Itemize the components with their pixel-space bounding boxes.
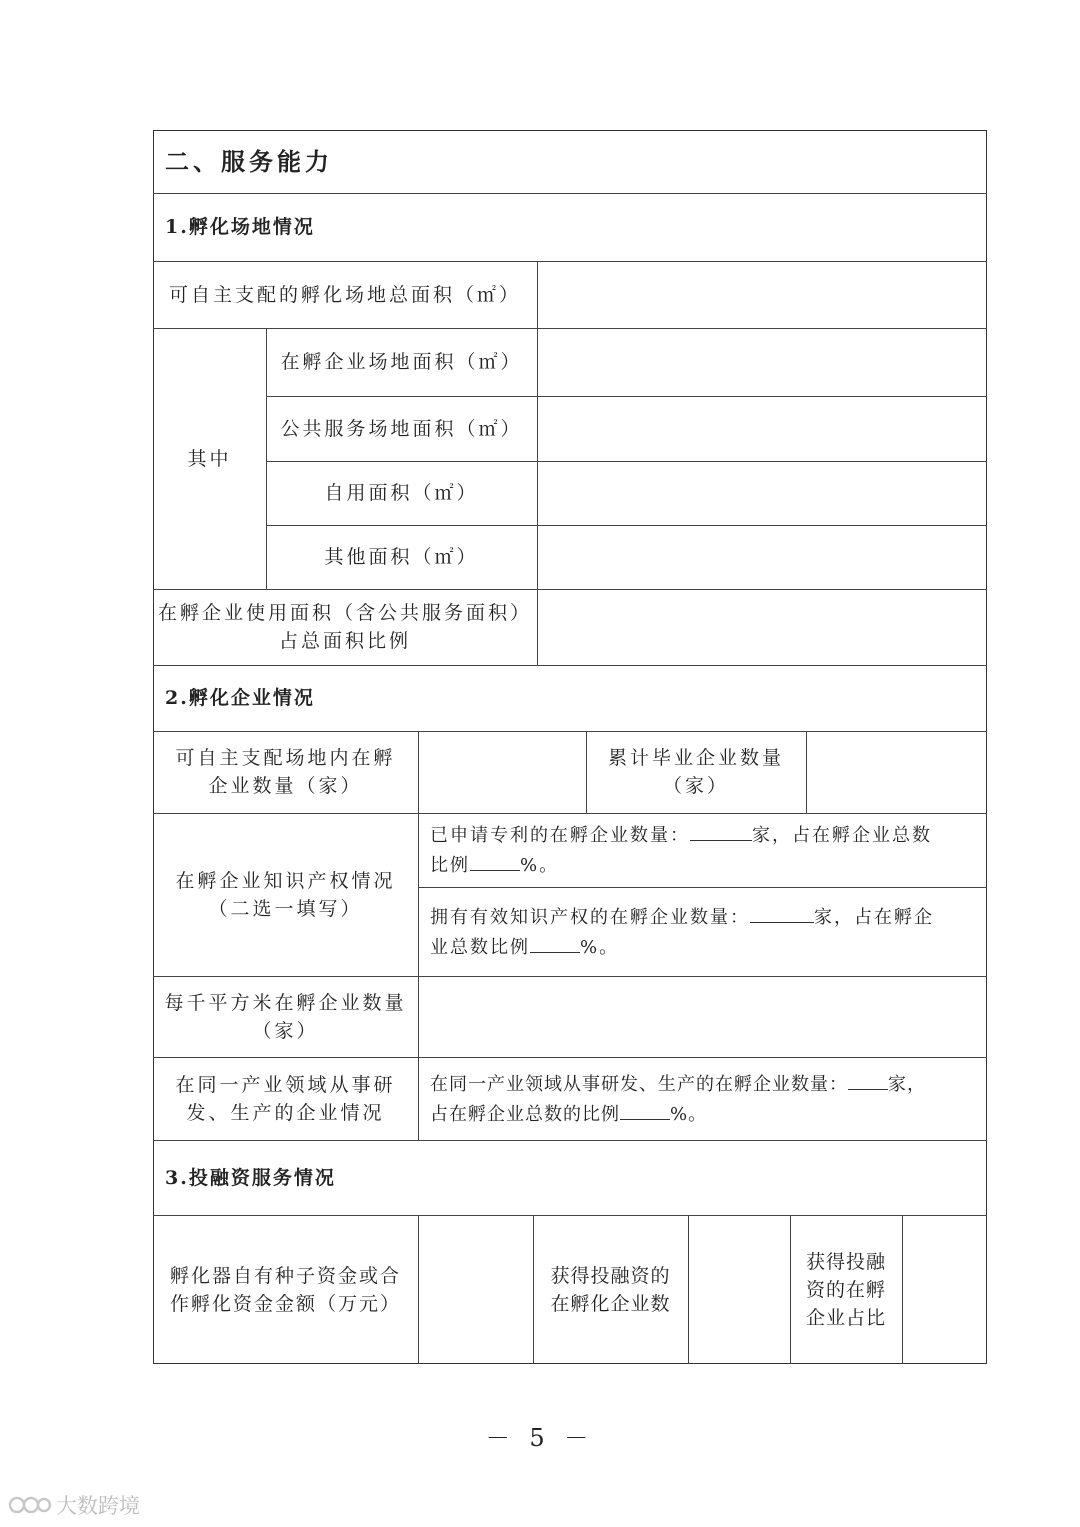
label-financed-ratio-line3: 企业占比 <box>805 1306 886 1329</box>
watermark-logo-icon <box>8 1492 52 1518</box>
label-ip-status-line1: 在孵企业知识产权情况 <box>175 869 396 892</box>
input-self-use-area[interactable] <box>537 461 987 525</box>
same-industry-text-d: %。 <box>670 1103 708 1125</box>
patent-text-c: 比例 <box>430 855 470 876</box>
same-industry-ratio-blank[interactable] <box>620 1099 670 1120</box>
label-financed-count-line2: 在孵化企业数 <box>550 1292 671 1315</box>
label-financed-count-line1: 获得投融资的 <box>550 1264 671 1287</box>
patent-text-d: %。 <box>520 855 560 876</box>
valid-ip-count-blank[interactable] <box>750 902 814 923</box>
label-incubatee-area: 在孵企业场地面积（㎡） <box>280 351 523 373</box>
input-usage-ratio[interactable] <box>537 589 987 665</box>
valid-ip-ratio-blank[interactable] <box>530 932 580 953</box>
label-seed-fund-line2: 作孵化资金金额（万元） <box>169 1292 401 1315</box>
same-industry-text-a: 在同一产业领域从事研发、生产的在孵企业数量： <box>430 1073 848 1095</box>
label-financed-ratio-line1: 获得投融 <box>805 1250 886 1273</box>
label-financed-count <box>533 1215 688 1364</box>
input-other-area[interactable] <box>537 525 987 589</box>
label-usage-ratio <box>153 589 537 665</box>
input-density[interactable] <box>418 976 987 1057</box>
label-self-use-area: 自用面积（㎡） <box>324 482 479 504</box>
input-graduated-count[interactable] <box>806 731 987 813</box>
patent-text-b: 家，占在孵企业总数 <box>752 825 932 846</box>
input-public-area[interactable] <box>537 396 987 461</box>
patent-text-a: 已申请专利的在孵企业数量： <box>430 825 690 846</box>
same-industry-statement <box>418 1057 987 1140</box>
label-same-industry-line2: 发、生产的企业情况 <box>186 1101 385 1124</box>
same-industry-count-blank[interactable] <box>848 1069 888 1090</box>
label-usage-ratio-line2: 占总面积比例 <box>278 630 411 652</box>
input-financed-ratio[interactable] <box>902 1215 987 1364</box>
input-incubatee-area[interactable] <box>537 328 987 396</box>
input-total-area[interactable] <box>537 261 987 328</box>
subsection-title-venue: 1.孵化场地情况 <box>165 216 315 238</box>
valid-ip-text-c: 业总数比例 <box>430 936 530 958</box>
label-incubatee-count-line2: 企业数量（家） <box>208 775 363 797</box>
label-other-area: 其他面积（㎡） <box>324 546 479 568</box>
subsection-title-enterprises: 2.孵化企业情况 <box>165 687 315 709</box>
input-incubatee-count[interactable] <box>418 731 586 813</box>
label-incubatee-count <box>153 731 418 813</box>
label-graduated-count-line1: 累计毕业企业数量 <box>607 747 784 769</box>
label-density-line1: 每千平方米在孵企业数量 <box>164 991 407 1014</box>
input-financed-count[interactable] <box>688 1215 790 1364</box>
label-seed-fund <box>153 1215 418 1364</box>
label-ip-status <box>153 813 418 976</box>
label-seed-fund-line1: 孵化器自有种子资金或合 <box>169 1264 401 1287</box>
subsection-title-financing: 3.投融资服务情况 <box>165 1166 336 1189</box>
valid-ip-text-b: 家，占在孵企 <box>814 906 934 928</box>
label-incubatee-count-line1: 可自主支配场地内在孵 <box>175 747 396 769</box>
valid-ip-text-d: %。 <box>580 936 620 958</box>
same-industry-text-c: 占在孵企业总数的比例 <box>430 1103 620 1125</box>
label-usage-ratio-line1: 在孵企业使用面积（含公共服务面积） <box>157 602 532 624</box>
same-industry-text-b: 家， <box>888 1073 926 1095</box>
valid-ip-text-a: 拥有有效知识产权的在孵企业数量： <box>430 906 750 928</box>
label-same-industry <box>153 1057 418 1140</box>
patent-count-blank[interactable] <box>690 820 752 841</box>
label-density <box>153 976 418 1057</box>
label-financed-ratio-line2: 资的在孵 <box>805 1278 886 1301</box>
valid-ip-statement <box>418 887 987 976</box>
label-financed-ratio <box>790 1215 902 1364</box>
watermark <box>8 1490 140 1520</box>
label-density-line2: （家） <box>252 1019 319 1042</box>
label-of-which: 其中 <box>187 447 232 470</box>
watermark-text: 大数跨境 <box>56 1494 140 1518</box>
patent-ratio-blank[interactable] <box>470 850 520 871</box>
label-graduated-count-line2: （家） <box>662 775 729 797</box>
label-same-industry-line1: 在同一产业领域从事研 <box>175 1073 396 1096</box>
label-graduated-count <box>586 731 806 813</box>
label-public-area: 公共服务场地面积（㎡） <box>280 417 523 440</box>
input-seed-fund[interactable] <box>418 1215 533 1364</box>
label-ip-status-line2: （二选一填写） <box>208 897 363 920</box>
patent-statement <box>418 813 987 887</box>
label-total-area: 可自主支配的孵化场地总面积（㎡） <box>168 283 521 306</box>
page-number: － 5 － <box>485 1424 595 1452</box>
section-title: 二、服务能力 <box>165 147 333 176</box>
